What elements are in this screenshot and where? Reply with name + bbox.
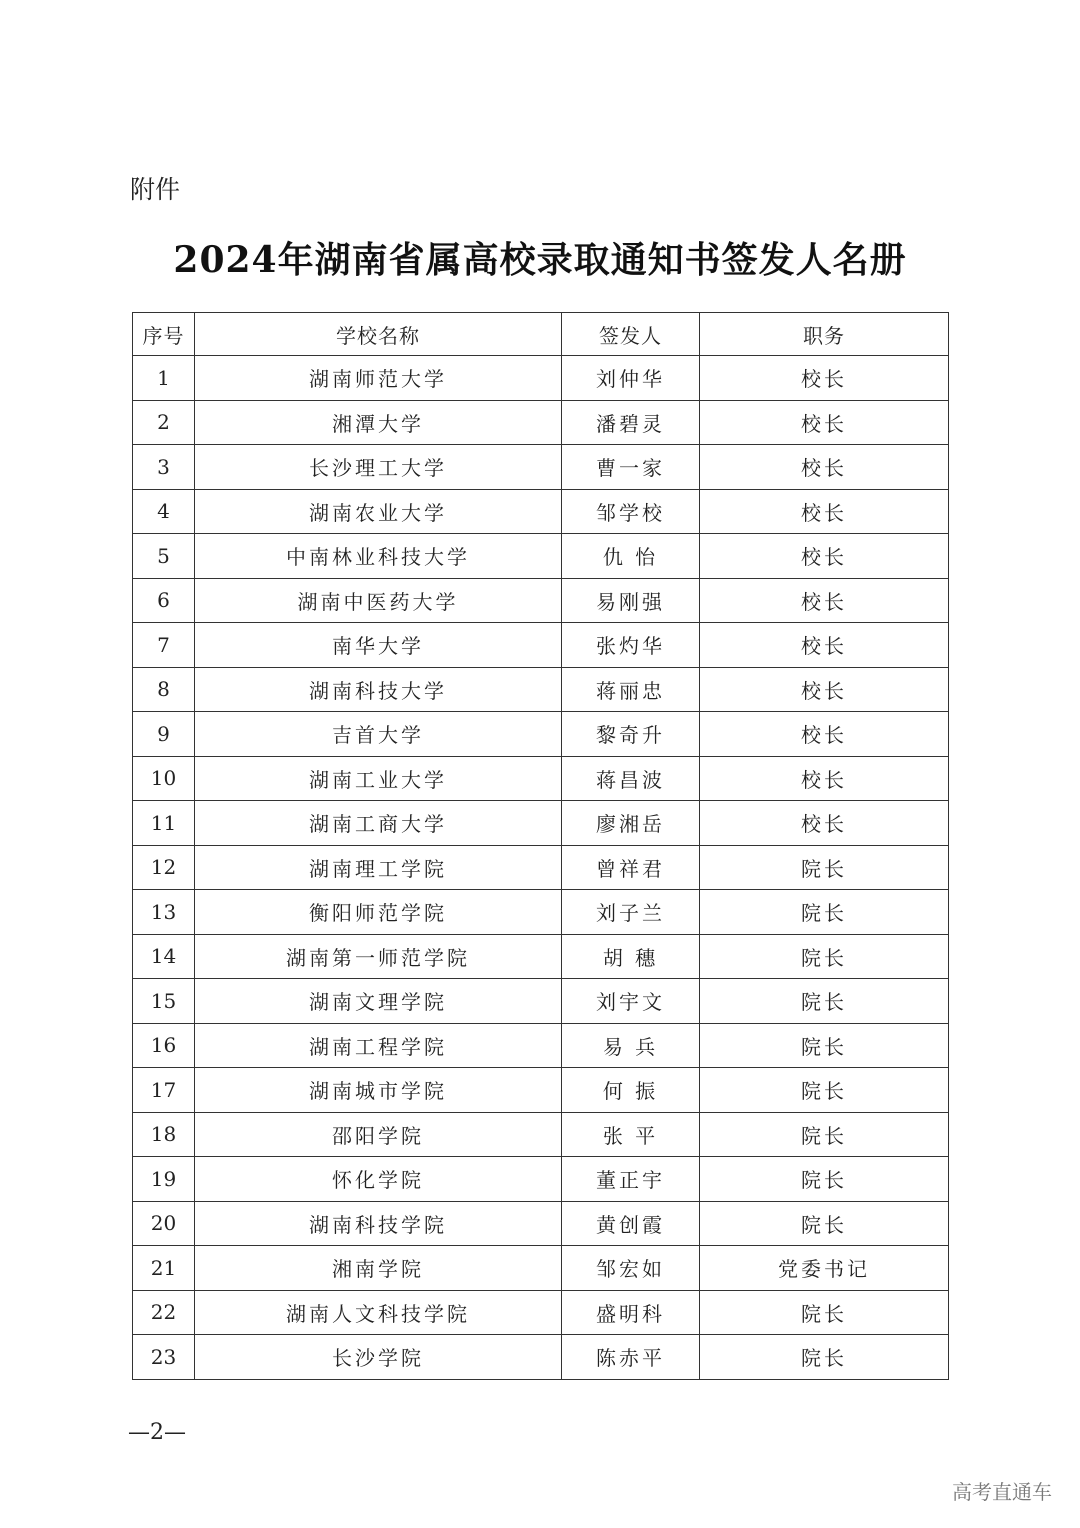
signatory-name: 陈赤平 <box>562 1335 700 1380</box>
position: 校长 <box>700 489 949 534</box>
position: 院长 <box>700 1201 949 1246</box>
school-name: 吉首大学 <box>195 712 562 757</box>
signatory-name: 仇 怡 <box>562 534 700 579</box>
table-row <box>133 1246 949 1291</box>
position: 校长 <box>700 356 949 401</box>
school-name: 湖南人文科技学院 <box>195 1290 562 1335</box>
table-row <box>133 356 949 401</box>
signatory-name: 盛明科 <box>562 1290 700 1335</box>
school-name: 邵阳学院 <box>195 1112 562 1157</box>
position: 党委书记 <box>700 1246 949 1291</box>
school-name: 湖南工程学院 <box>195 1023 562 1068</box>
school-name: 湖南理工学院 <box>195 845 562 890</box>
row-index: 22 <box>133 1290 195 1335</box>
signatory-table <box>132 312 949 1380</box>
signatory-name: 刘宇文 <box>562 979 700 1024</box>
table-row <box>133 890 949 935</box>
school-name: 湖南农业大学 <box>195 489 562 534</box>
position: 校长 <box>700 756 949 801</box>
signatory-name: 董正宇 <box>562 1157 700 1202</box>
position: 院长 <box>700 1112 949 1157</box>
position: 校长 <box>700 400 949 445</box>
row-index: 6 <box>133 578 195 623</box>
table-row <box>133 578 949 623</box>
signatory-name: 邹学校 <box>562 489 700 534</box>
table-row <box>133 667 949 712</box>
position: 校长 <box>700 578 949 623</box>
document-title: 2024年湖南省属高校录取通知书签发人名册 <box>173 239 907 281</box>
row-index: 7 <box>133 623 195 668</box>
school-name: 湖南文理学院 <box>195 979 562 1024</box>
signatory-name: 蒋丽忠 <box>562 667 700 712</box>
school-name: 湘潭大学 <box>195 400 562 445</box>
row-index: 20 <box>133 1201 195 1246</box>
school-name: 湖南中医药大学 <box>195 578 562 623</box>
signatory-name: 易刚强 <box>562 578 700 623</box>
table-body <box>133 356 949 1380</box>
header-position: 职务 <box>700 313 949 356</box>
signatory-name: 张 平 <box>562 1112 700 1157</box>
position: 院长 <box>700 1068 949 1113</box>
position: 院长 <box>700 1335 949 1380</box>
signatory-name: 曾祥君 <box>562 845 700 890</box>
row-index: 13 <box>133 890 195 935</box>
signatory-name: 潘碧灵 <box>562 400 700 445</box>
row-index: 10 <box>133 756 195 801</box>
row-index: 9 <box>133 712 195 757</box>
row-index: 8 <box>133 667 195 712</box>
row-index: 2 <box>133 400 195 445</box>
table-row <box>133 623 949 668</box>
watermark-text: 高考直通车 <box>952 1480 1052 1504</box>
row-index: 23 <box>133 1335 195 1380</box>
row-index: 12 <box>133 845 195 890</box>
position: 校长 <box>700 801 949 846</box>
signatory-name: 胡 穗 <box>562 934 700 979</box>
row-index: 4 <box>133 489 195 534</box>
table-row <box>133 1335 949 1380</box>
table-row <box>133 445 949 490</box>
position: 院长 <box>700 1157 949 1202</box>
table-row <box>133 1157 949 1202</box>
position: 校长 <box>700 667 949 712</box>
header-index: 序号 <box>133 313 195 356</box>
position: 院长 <box>700 979 949 1024</box>
position: 院长 <box>700 890 949 935</box>
school-name: 中南林业科技大学 <box>195 534 562 579</box>
signatory-name: 何 振 <box>562 1068 700 1113</box>
table-row <box>133 1068 949 1113</box>
school-name: 湖南第一师范学院 <box>195 934 562 979</box>
position: 校长 <box>700 623 949 668</box>
table-row <box>133 534 949 579</box>
row-index: 19 <box>133 1157 195 1202</box>
signatory-name: 廖湘岳 <box>562 801 700 846</box>
position: 校长 <box>700 534 949 579</box>
signatory-name: 黎奇升 <box>562 712 700 757</box>
table-row <box>133 712 949 757</box>
row-index: 16 <box>133 1023 195 1068</box>
table-row <box>133 801 949 846</box>
position: 校长 <box>700 445 949 490</box>
row-index: 21 <box>133 1246 195 1291</box>
row-index: 3 <box>133 445 195 490</box>
school-name: 长沙理工大学 <box>195 445 562 490</box>
position: 院长 <box>700 1023 949 1068</box>
signatory-name: 刘仲华 <box>562 356 700 401</box>
signatory-name: 黄创霞 <box>562 1201 700 1246</box>
row-index: 14 <box>133 934 195 979</box>
row-index: 1 <box>133 356 195 401</box>
position: 院长 <box>700 934 949 979</box>
table-row <box>133 756 949 801</box>
signatory-name: 曹一家 <box>562 445 700 490</box>
signatory-name: 易 兵 <box>562 1023 700 1068</box>
row-index: 11 <box>133 801 195 846</box>
table-row <box>133 934 949 979</box>
position: 校长 <box>700 712 949 757</box>
row-index: 18 <box>133 1112 195 1157</box>
table-header-row <box>133 313 949 356</box>
page-number: —2— <box>128 1420 186 1445</box>
table-row <box>133 489 949 534</box>
attachment-label: 附件 <box>130 175 181 204</box>
school-name: 南华大学 <box>195 623 562 668</box>
school-name: 湖南科技学院 <box>195 1201 562 1246</box>
table-row <box>133 1290 949 1335</box>
school-name: 湘南学院 <box>195 1246 562 1291</box>
signatory-name: 蒋昌波 <box>562 756 700 801</box>
table-row <box>133 979 949 1024</box>
school-name: 湖南科技大学 <box>195 667 562 712</box>
position: 院长 <box>700 1290 949 1335</box>
table-row <box>133 1023 949 1068</box>
school-name: 湖南师范大学 <box>195 356 562 401</box>
school-name: 湖南工业大学 <box>195 756 562 801</box>
signatory-name: 邹宏如 <box>562 1246 700 1291</box>
header-school-name: 学校名称 <box>195 313 562 356</box>
school-name: 衡阳师范学院 <box>195 890 562 935</box>
school-name: 长沙学院 <box>195 1335 562 1380</box>
table-row <box>133 845 949 890</box>
table-row <box>133 400 949 445</box>
signatory-name: 张灼华 <box>562 623 700 668</box>
row-index: 5 <box>133 534 195 579</box>
header-signatory: 签发人 <box>562 313 700 356</box>
row-index: 17 <box>133 1068 195 1113</box>
school-name: 湖南工商大学 <box>195 801 562 846</box>
school-name: 怀化学院 <box>195 1157 562 1202</box>
table-row <box>133 1112 949 1157</box>
table-row <box>133 1201 949 1246</box>
position: 院长 <box>700 845 949 890</box>
school-name: 湖南城市学院 <box>195 1068 562 1113</box>
signatory-name: 刘子兰 <box>562 890 700 935</box>
row-index: 15 <box>133 979 195 1024</box>
